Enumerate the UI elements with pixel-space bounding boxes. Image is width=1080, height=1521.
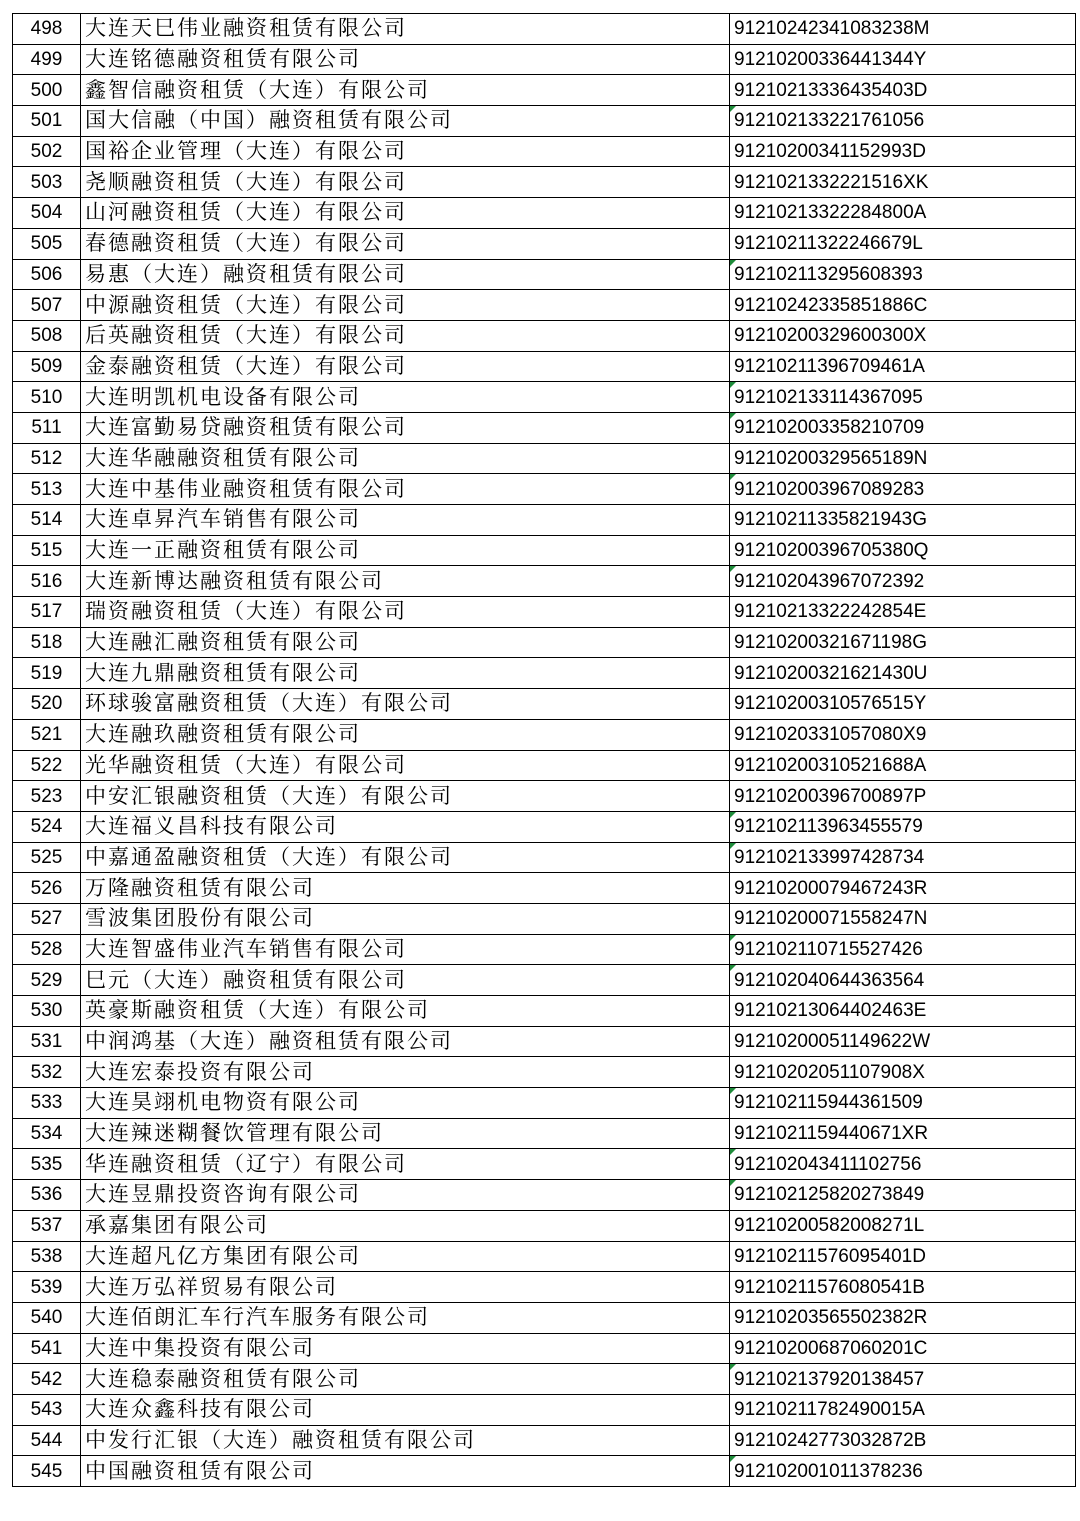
row-number: 515 xyxy=(13,535,81,566)
table-row xyxy=(13,259,1076,290)
company-name: 大连天巳伟业融资租赁有限公司 xyxy=(81,14,730,45)
number-stored-as-text-icon xyxy=(730,812,736,818)
row-number: 506 xyxy=(13,259,81,290)
credit-code: 91210213336435403D xyxy=(734,79,928,101)
table-row xyxy=(13,1364,1076,1395)
credit-code: 912102113295608393 xyxy=(734,263,923,285)
company-name: 光华融资租赁（大连）有限公司 xyxy=(81,750,730,781)
row-number: 545 xyxy=(13,1456,81,1487)
table-row xyxy=(13,106,1076,137)
credit-code-cell xyxy=(730,382,1076,413)
credit-code: 912102137920138457 xyxy=(734,1368,925,1390)
credit-code-cell xyxy=(730,1118,1076,1149)
credit-code-cell xyxy=(730,535,1076,566)
company-name: 鑫智信融资租赁（大连）有限公司 xyxy=(81,75,730,106)
table-row xyxy=(13,1302,1076,1333)
company-name: 环球骏富融资租赁（大连）有限公司 xyxy=(81,689,730,720)
table-row xyxy=(13,1333,1076,1364)
company-name: 大连融玖融资租赁有限公司 xyxy=(81,719,730,750)
row-number: 522 xyxy=(13,750,81,781)
table-row xyxy=(13,1241,1076,1272)
company-name: 中源融资租赁（大连）有限公司 xyxy=(81,290,730,321)
credit-code: 91210213064402463E xyxy=(734,1000,927,1022)
number-stored-as-text-icon xyxy=(730,260,736,266)
credit-code-cell xyxy=(730,566,1076,597)
table-row xyxy=(13,1456,1076,1487)
credit-code: 912102133221761056 xyxy=(734,110,925,132)
table-row xyxy=(13,842,1076,873)
row-number: 502 xyxy=(13,136,81,167)
credit-code: 91210202051107908X xyxy=(734,1061,925,1083)
row-number: 529 xyxy=(13,965,81,996)
credit-code-cell xyxy=(730,934,1076,965)
table-row xyxy=(13,14,1076,45)
row-number: 503 xyxy=(13,167,81,198)
credit-code: 91210200329565189N xyxy=(734,447,928,469)
company-name: 中国融资租赁有限公司 xyxy=(81,1456,730,1487)
credit-code-cell xyxy=(730,873,1076,904)
credit-code: 91210211782490015A xyxy=(734,1399,925,1421)
row-number: 508 xyxy=(13,320,81,351)
company-name: 中嘉通盈融资租赁（大连）有限公司 xyxy=(81,842,730,873)
number-stored-as-text-icon xyxy=(730,1456,736,1462)
table-row xyxy=(13,1210,1076,1241)
credit-code-cell xyxy=(730,474,1076,505)
credit-code: 91210200582008271L xyxy=(734,1215,925,1237)
company-name: 后英融资租赁（大连）有限公司 xyxy=(81,320,730,351)
credit-code: 91210242341083238M xyxy=(734,18,930,40)
row-number: 516 xyxy=(13,566,81,597)
credit-code: 91210200079467243R xyxy=(734,877,928,899)
credit-code: 912102003967089283 xyxy=(734,478,925,500)
row-number: 518 xyxy=(13,627,81,658)
table-row xyxy=(13,382,1076,413)
number-stored-as-text-icon xyxy=(730,1088,736,1094)
credit-code-cell xyxy=(730,167,1076,198)
credit-code: 91210213322242854E xyxy=(734,601,927,623)
credit-code-cell xyxy=(730,505,1076,536)
table-row xyxy=(13,1149,1076,1180)
table-row xyxy=(13,996,1076,1027)
table-row xyxy=(13,934,1076,965)
credit-code: 91210200687060201C xyxy=(734,1337,928,1359)
company-name: 大连中集投资有限公司 xyxy=(81,1333,730,1364)
table-row xyxy=(13,658,1076,689)
row-number: 519 xyxy=(13,658,81,689)
credit-code-cell xyxy=(730,627,1076,658)
company-name: 瑞资融资租赁（大连）有限公司 xyxy=(81,597,730,628)
table-row xyxy=(13,1272,1076,1303)
company-name: 大连众鑫科技有限公司 xyxy=(81,1394,730,1425)
credit-code-cell xyxy=(730,1026,1076,1057)
company-name: 大连富勤易贷融资租赁有限公司 xyxy=(81,412,730,443)
company-name: 大连一正融资租赁有限公司 xyxy=(81,535,730,566)
number-stored-as-text-icon xyxy=(730,1149,736,1155)
company-name: 承嘉集团有限公司 xyxy=(81,1210,730,1241)
credit-code: 912102133997428734 xyxy=(734,846,925,868)
credit-code-cell xyxy=(730,106,1076,137)
company-name: 山河融资租赁（大连）有限公司 xyxy=(81,198,730,229)
credit-code-cell xyxy=(730,1394,1076,1425)
credit-code-cell xyxy=(730,1272,1076,1303)
credit-code-cell xyxy=(730,75,1076,106)
table-row xyxy=(13,1057,1076,1088)
credit-code-cell xyxy=(730,1364,1076,1395)
credit-code: 91210203565502382R xyxy=(734,1307,928,1329)
table-row xyxy=(13,75,1076,106)
row-number: 500 xyxy=(13,75,81,106)
number-stored-as-text-icon xyxy=(730,474,736,480)
table-row xyxy=(13,505,1076,536)
table-row xyxy=(13,873,1076,904)
company-name: 大连昊翊机电物资有限公司 xyxy=(81,1088,730,1119)
number-stored-as-text-icon xyxy=(730,965,736,971)
credit-code-cell xyxy=(730,689,1076,720)
credit-code-cell xyxy=(730,1241,1076,1272)
table-row xyxy=(13,320,1076,351)
credit-code-cell xyxy=(730,1149,1076,1180)
table-body xyxy=(13,14,1076,1487)
credit-code: 91210211335821943G xyxy=(734,509,928,531)
credit-code: 91210213322284800A xyxy=(734,202,927,224)
company-name: 金泰融资租赁（大连）有限公司 xyxy=(81,351,730,382)
credit-code: 9121021332221516XK xyxy=(734,171,929,193)
number-stored-as-text-icon xyxy=(730,382,736,388)
credit-code: 912102110715527426 xyxy=(734,938,923,960)
row-number: 509 xyxy=(13,351,81,382)
table-row xyxy=(13,750,1076,781)
row-number: 521 xyxy=(13,719,81,750)
table-row xyxy=(13,535,1076,566)
row-number: 505 xyxy=(13,228,81,259)
row-number: 510 xyxy=(13,382,81,413)
table-row xyxy=(13,1118,1076,1149)
credit-code-cell xyxy=(730,811,1076,842)
row-number: 520 xyxy=(13,689,81,720)
credit-code-cell xyxy=(730,351,1076,382)
number-stored-as-text-icon xyxy=(730,935,736,941)
company-name: 尧顺融资租赁（大连）有限公司 xyxy=(81,167,730,198)
row-number: 543 xyxy=(13,1394,81,1425)
row-number: 532 xyxy=(13,1057,81,1088)
credit-code-cell xyxy=(730,44,1076,75)
table-row xyxy=(13,965,1076,996)
row-number: 528 xyxy=(13,934,81,965)
row-number: 537 xyxy=(13,1210,81,1241)
credit-code-cell xyxy=(730,1302,1076,1333)
credit-code: 91210200396705380Q xyxy=(734,540,929,562)
credit-code-cell xyxy=(730,750,1076,781)
credit-code-cell xyxy=(730,1333,1076,1364)
credit-code: 91210242773032872B xyxy=(734,1429,927,1451)
company-name: 春德融资租赁（大连）有限公司 xyxy=(81,228,730,259)
credit-code: 91210211576095401D xyxy=(734,1245,926,1267)
credit-code-cell xyxy=(730,1456,1076,1487)
table-row xyxy=(13,474,1076,505)
row-number: 525 xyxy=(13,842,81,873)
table-row xyxy=(13,198,1076,229)
credit-code: 912102001011378236 xyxy=(734,1460,923,1482)
credit-code: 912102003358210709 xyxy=(734,417,925,439)
table-row xyxy=(13,566,1076,597)
credit-code-cell xyxy=(730,842,1076,873)
credit-code-cell xyxy=(730,443,1076,474)
credit-code: 91210211396709461A xyxy=(734,355,925,377)
company-name: 中润鸿基（大连）融资租赁有限公司 xyxy=(81,1026,730,1057)
row-number: 498 xyxy=(13,14,81,45)
credit-code: 9121020331057080X9 xyxy=(734,724,927,746)
credit-code-cell xyxy=(730,290,1076,321)
company-name: 大连中基伟业融资租赁有限公司 xyxy=(81,474,730,505)
credit-code: 91210200310576515Y xyxy=(734,693,927,715)
company-name: 大连九鼎融资租赁有限公司 xyxy=(81,658,730,689)
credit-code-cell xyxy=(730,1425,1076,1456)
company-name: 大连万弘祥贸易有限公司 xyxy=(81,1272,730,1303)
table-row xyxy=(13,1394,1076,1425)
credit-code: 91210200321621430U xyxy=(734,662,928,684)
row-number: 511 xyxy=(13,412,81,443)
table-row xyxy=(13,1026,1076,1057)
credit-code: 912102125820273849 xyxy=(734,1184,925,1206)
company-name: 易惠（大连）融资租赁有限公司 xyxy=(81,259,730,290)
credit-code: 912102113963455579 xyxy=(734,816,923,838)
row-number: 523 xyxy=(13,781,81,812)
row-number: 499 xyxy=(13,44,81,75)
number-stored-as-text-icon xyxy=(730,106,736,112)
credit-code: 91210211322246679L xyxy=(734,233,923,255)
table-row xyxy=(13,136,1076,167)
table-row xyxy=(13,719,1076,750)
row-number: 530 xyxy=(13,996,81,1027)
number-stored-as-text-icon xyxy=(730,1180,736,1186)
credit-code: 91210200336441344Y xyxy=(734,49,927,71)
company-name: 大连佰朗汇车行汽车服务有限公司 xyxy=(81,1302,730,1333)
credit-code: 91210211576080541B xyxy=(734,1276,925,1298)
credit-code: 91210200396700897P xyxy=(734,785,927,807)
credit-code-cell xyxy=(730,1057,1076,1088)
credit-code-cell xyxy=(730,14,1076,45)
company-name: 大连智盛伟业汽车销售有限公司 xyxy=(81,934,730,965)
credit-code-cell xyxy=(730,259,1076,290)
row-number: 513 xyxy=(13,474,81,505)
table-row xyxy=(13,1425,1076,1456)
row-number: 517 xyxy=(13,597,81,628)
credit-code: 912102043967072392 xyxy=(734,570,925,592)
credit-code-cell xyxy=(730,412,1076,443)
row-number: 531 xyxy=(13,1026,81,1057)
row-number: 542 xyxy=(13,1364,81,1395)
company-name: 大连华融融资租赁有限公司 xyxy=(81,443,730,474)
credit-code-cell xyxy=(730,719,1076,750)
company-name: 中发行汇银（大连）融资租赁有限公司 xyxy=(81,1425,730,1456)
credit-code: 912102115944361509 xyxy=(734,1092,923,1114)
company-name: 大连明凯机电设备有限公司 xyxy=(81,382,730,413)
table-row xyxy=(13,689,1076,720)
company-name: 大连宏泰投资有限公司 xyxy=(81,1057,730,1088)
credit-code-cell xyxy=(730,597,1076,628)
credit-code-cell xyxy=(730,198,1076,229)
company-name: 华连融资租赁（辽宁）有限公司 xyxy=(81,1149,730,1180)
table-row xyxy=(13,1180,1076,1211)
credit-code: 91210200329600300X xyxy=(734,325,927,347)
credit-code-cell xyxy=(730,965,1076,996)
table-row xyxy=(13,351,1076,382)
number-stored-as-text-icon xyxy=(730,413,736,419)
row-number: 504 xyxy=(13,198,81,229)
company-name: 大连昱鼎投资咨询有限公司 xyxy=(81,1180,730,1211)
company-name: 大连卓昇汽车销售有限公司 xyxy=(81,505,730,536)
credit-code-cell xyxy=(730,996,1076,1027)
credit-code: 91210200321671198G xyxy=(734,632,928,654)
table-row xyxy=(13,627,1076,658)
company-name: 大连稳泰融资租赁有限公司 xyxy=(81,1364,730,1395)
row-number: 540 xyxy=(13,1302,81,1333)
row-number: 527 xyxy=(13,903,81,934)
company-table xyxy=(12,13,1076,1487)
table-row xyxy=(13,167,1076,198)
table-row xyxy=(13,44,1076,75)
row-number: 507 xyxy=(13,290,81,321)
credit-code: 91210200341152993D xyxy=(734,141,926,163)
credit-code-cell xyxy=(730,1180,1076,1211)
number-stored-as-text-icon xyxy=(730,566,736,572)
company-name: 大连融汇融资租赁有限公司 xyxy=(81,627,730,658)
number-stored-as-text-icon xyxy=(730,843,736,849)
row-number: 539 xyxy=(13,1272,81,1303)
company-name: 大连辣迷糊餐饮管理有限公司 xyxy=(81,1118,730,1149)
row-number: 524 xyxy=(13,811,81,842)
row-number: 514 xyxy=(13,505,81,536)
credit-code-cell xyxy=(730,320,1076,351)
credit-code: 9121021159440671XR xyxy=(734,1123,929,1145)
company-name: 大连新博达融资租赁有限公司 xyxy=(81,566,730,597)
credit-code: 912102043411102756 xyxy=(734,1153,922,1175)
row-number: 512 xyxy=(13,443,81,474)
row-number: 533 xyxy=(13,1088,81,1119)
credit-code-cell xyxy=(730,903,1076,934)
credit-code-cell xyxy=(730,1210,1076,1241)
company-name: 国裕企业管理（大连）有限公司 xyxy=(81,136,730,167)
credit-code: 912102040644363564 xyxy=(734,969,925,991)
table-row xyxy=(13,811,1076,842)
company-name: 巳元（大连）融资租赁有限公司 xyxy=(81,965,730,996)
table-row xyxy=(13,1088,1076,1119)
table-row xyxy=(13,903,1076,934)
company-name: 英豪斯融资租赁（大连）有限公司 xyxy=(81,996,730,1027)
row-number: 538 xyxy=(13,1241,81,1272)
company-name: 大连福义昌科技有限公司 xyxy=(81,811,730,842)
row-number: 536 xyxy=(13,1180,81,1211)
table-row xyxy=(13,290,1076,321)
table-row xyxy=(13,597,1076,628)
row-number: 501 xyxy=(13,106,81,137)
row-number: 535 xyxy=(13,1149,81,1180)
row-number: 526 xyxy=(13,873,81,904)
company-name: 中安汇银融资租赁（大连）有限公司 xyxy=(81,781,730,812)
credit-code-cell xyxy=(730,1088,1076,1119)
company-name: 大连铭德融资租赁有限公司 xyxy=(81,44,730,75)
table-row xyxy=(13,412,1076,443)
credit-code-cell xyxy=(730,228,1076,259)
company-name: 大连超凡亿方集团有限公司 xyxy=(81,1241,730,1272)
row-number: 541 xyxy=(13,1333,81,1364)
table-row xyxy=(13,781,1076,812)
company-name: 万隆融资租赁有限公司 xyxy=(81,873,730,904)
credit-code: 912102133114367095 xyxy=(734,386,923,408)
credit-code: 91210200310521688A xyxy=(734,754,927,776)
row-number: 534 xyxy=(13,1118,81,1149)
table-row xyxy=(13,228,1076,259)
credit-code-cell xyxy=(730,781,1076,812)
credit-code: 91210200051149622W xyxy=(734,1031,931,1053)
credit-code-cell xyxy=(730,136,1076,167)
credit-code-cell xyxy=(730,658,1076,689)
company-name: 国大信融（中国）融资租赁有限公司 xyxy=(81,106,730,137)
number-stored-as-text-icon xyxy=(730,1364,736,1370)
row-number: 544 xyxy=(13,1425,81,1456)
company-name: 雪波集团股份有限公司 xyxy=(81,903,730,934)
credit-code: 91210242335851886C xyxy=(734,294,928,316)
credit-code: 91210200071558247N xyxy=(734,908,928,930)
table-row xyxy=(13,443,1076,474)
